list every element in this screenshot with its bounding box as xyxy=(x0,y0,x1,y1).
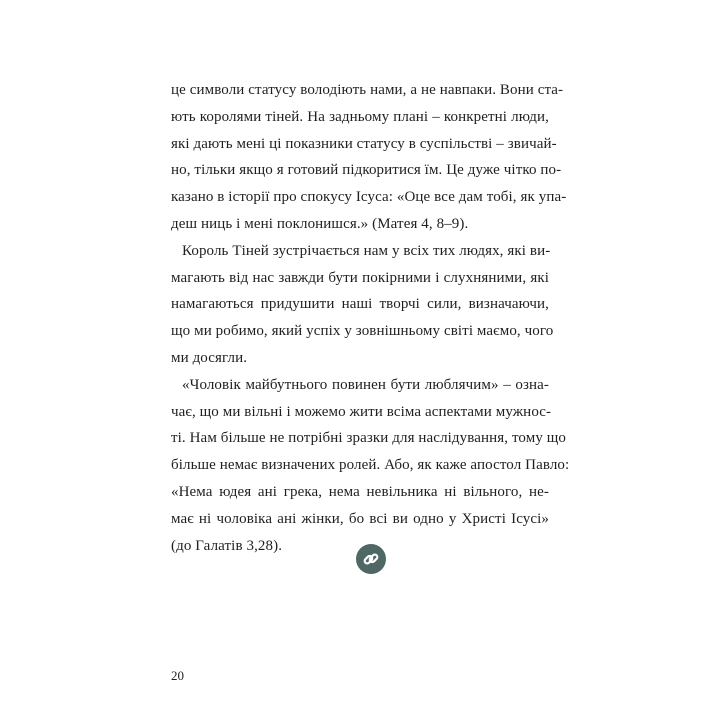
page-number: 20 xyxy=(171,668,184,683)
text-line: має ні чоловіка ані жінки, бо всі ви одно у Христі Ісусі» xyxy=(171,510,549,527)
link-chain-glyph xyxy=(361,549,381,569)
text-line: це символи статусу володіють нами, а не навпаки. Вони ста- xyxy=(171,82,564,98)
text-line: намагаються придушити наші творчі сили, визначаючи, xyxy=(171,296,549,313)
paragraph-2 xyxy=(171,238,554,372)
text-line: які дають мені ці показники статусу в суспільстві – звичай- xyxy=(171,135,557,152)
paragraph-1 xyxy=(171,77,567,238)
text-line: но, тільки якщо я готовий підкоритися їм. Це дуже чітко по- xyxy=(171,162,562,179)
text-line: що ми робимо, який успіх у зовнішньому світі маємо, чого xyxy=(171,323,554,340)
text-line: більше немає визначених ролей. Або, як каже апостол Павло: xyxy=(171,457,570,474)
text-line: чає, що ми вільні і можемо жити всіма аспектами мужнос- xyxy=(171,403,552,420)
text-line: Король Тіней зустрічається нам у всіх тих людях, які ви- xyxy=(182,242,551,259)
text-line: ми досягли. xyxy=(171,349,248,366)
paragraph-3 xyxy=(171,372,570,560)
link-chain-icon xyxy=(356,544,386,574)
text-line: «Нема юдея ані грека, нема невільника ні вільного, не- xyxy=(171,483,549,500)
text-line: магають від нас завжди бути покірними і слухняними, які xyxy=(171,269,549,286)
text-line: «Чоловік майбутнього повинен бути люблячим» – озна- xyxy=(182,376,549,393)
text-line: ті. Нам більше не потрібні зразки для наслідування, тому що xyxy=(171,430,567,447)
text-line: деш ниць і мені поклонишся.» (Матея 4, 8–9). xyxy=(171,215,469,232)
body-text xyxy=(171,77,570,559)
text-line: ють королями тіней. На задньому плані – конкретні люди, xyxy=(171,108,549,125)
text-line: казано в історії про спокусу Ісуса: «Оце все дам тобі, як упа- xyxy=(171,189,567,206)
text-line: (до Галатів 3,28). xyxy=(171,537,283,554)
